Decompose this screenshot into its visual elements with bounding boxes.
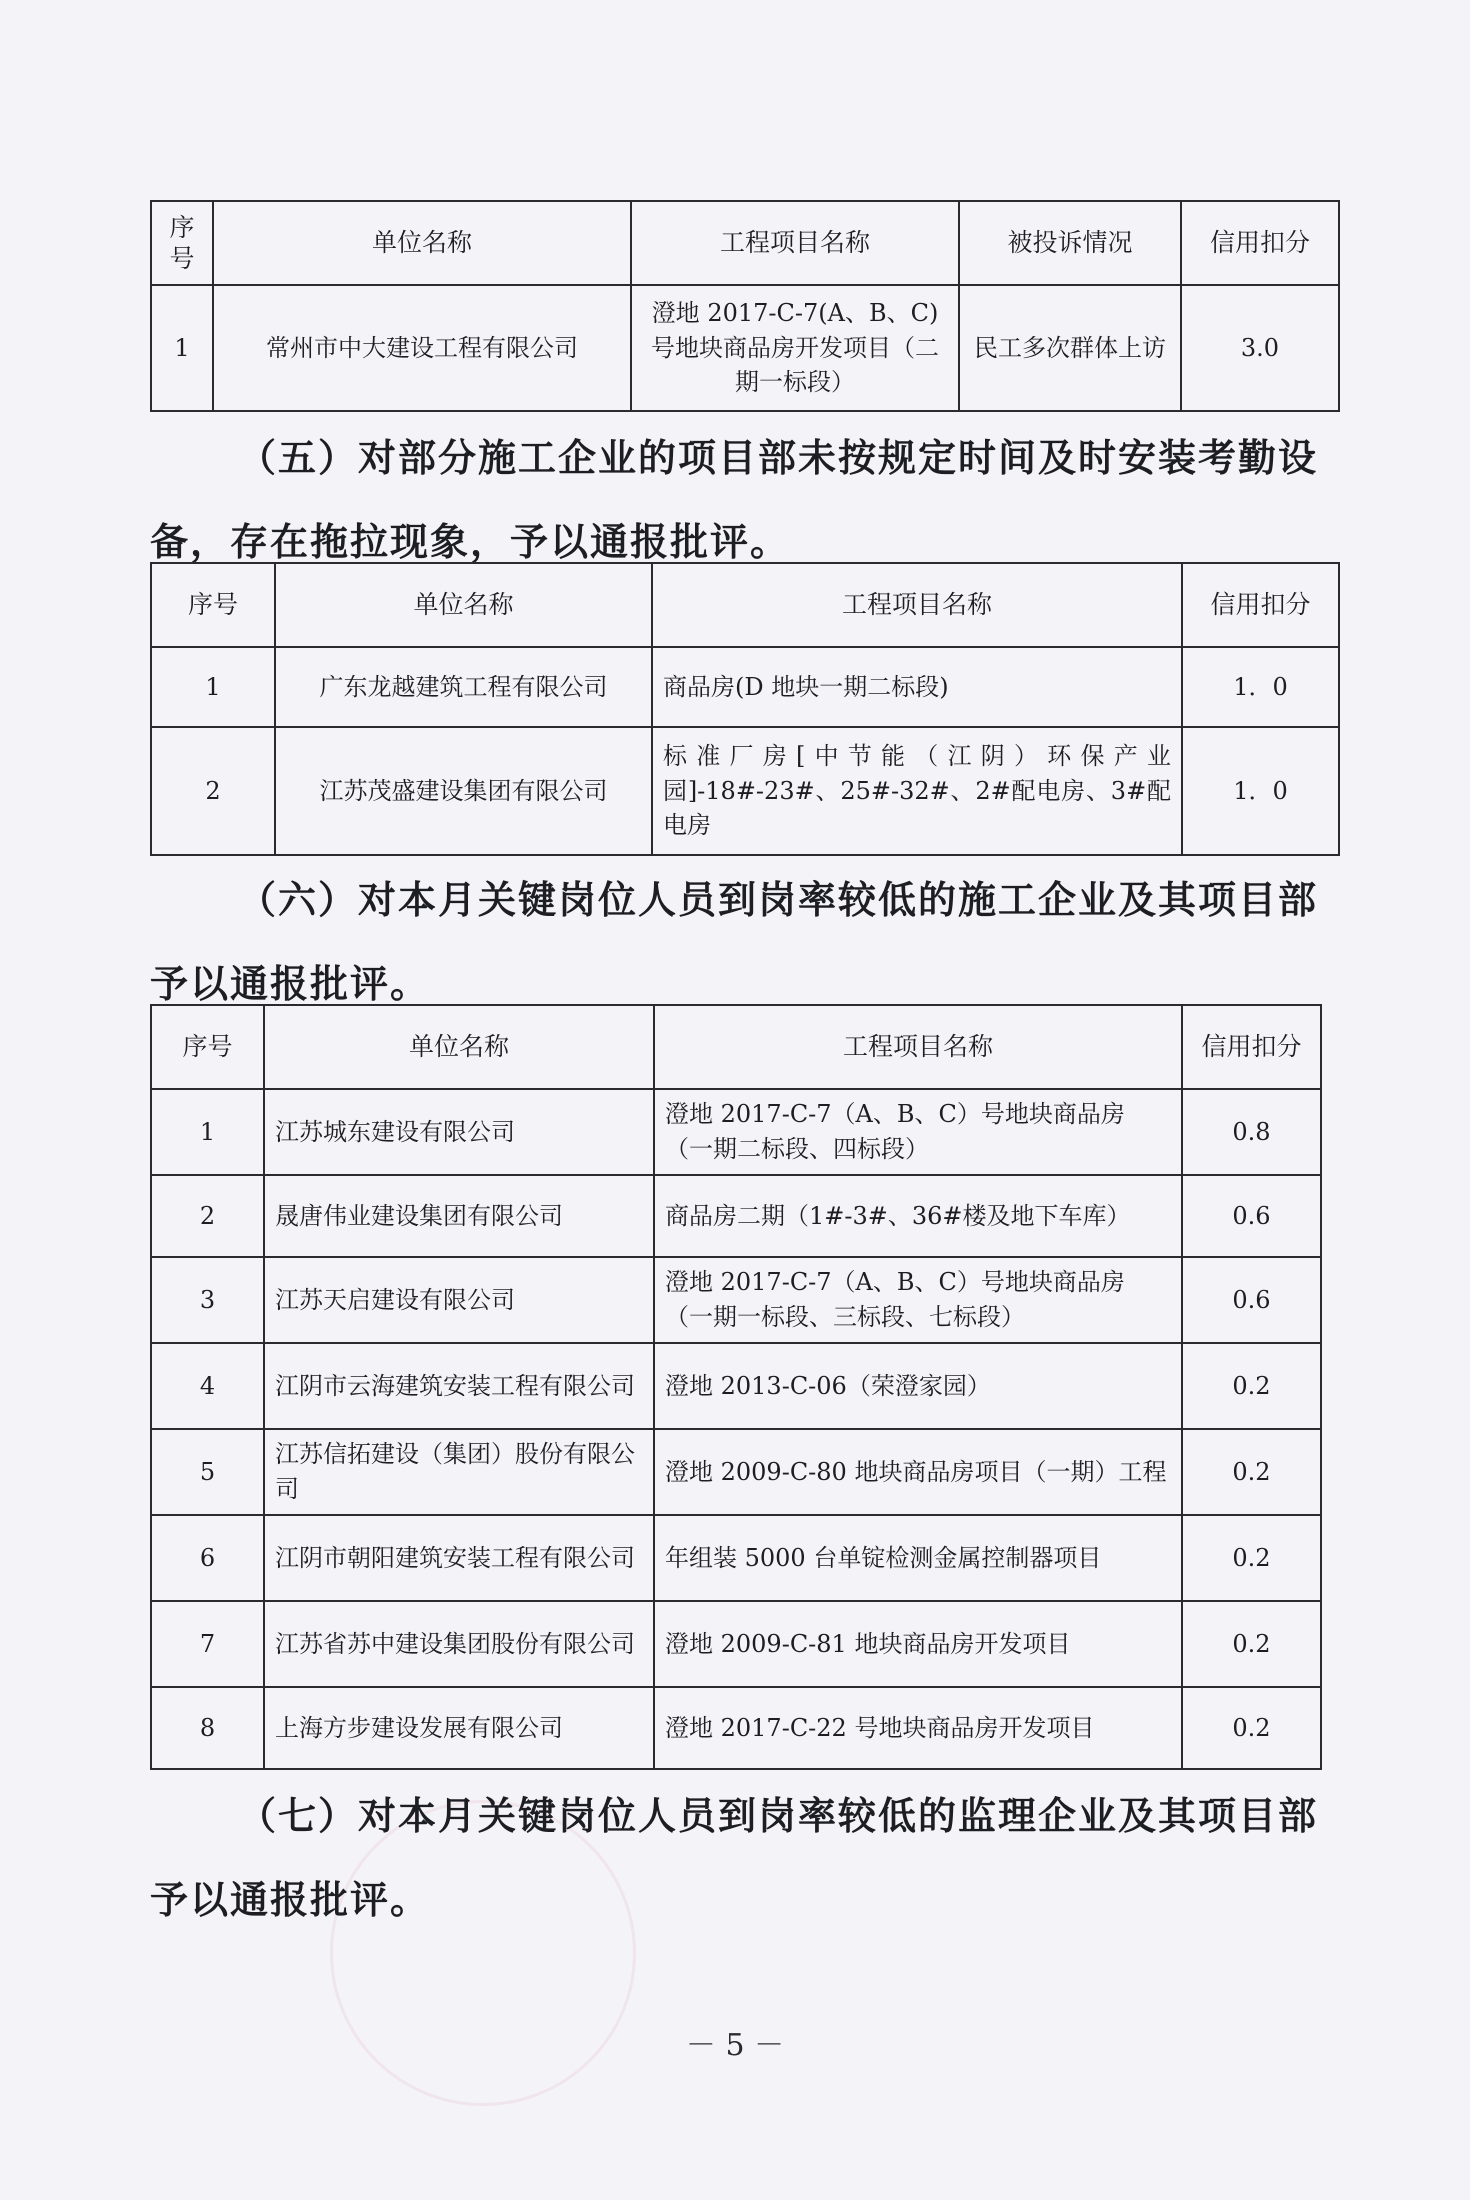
cell-deduction: 1．0 [1182,727,1339,855]
cell-deduction: 0.2 [1182,1687,1321,1769]
cell-project: 澄地 2017-C-22 号地块商品房开发项目 [654,1687,1182,1769]
col-header-deduction: 信用扣分 [1182,563,1339,647]
section-7-text: （七）对本月关键岗位人员到岗率较低的监理企业及其项目部予以通报批评。 [150,1793,1319,1922]
cell-project: 商品房二期（1#-3#、36#楼及地下车库） [654,1175,1182,1257]
table-header-row [151,563,1339,647]
cell-complaint: 民工多次群体上访 [959,285,1181,411]
cell-project: 澄地 2017-C-7(A、B、C)号地块商品房开发项目（二期一标段） [631,285,959,411]
table-row [151,1515,1321,1601]
table-row [151,1089,1321,1175]
section-5-paragraph [150,416,1330,584]
cell-no: 8 [151,1687,264,1769]
cell-company: 江苏信拓建设（集团）股份有限公司 [264,1429,654,1515]
cell-project: 澄地 2017-C-7（A、B、C）号地块商品房（一期一标段、三标段、七标段） [654,1257,1182,1343]
cell-no: 2 [151,727,275,855]
cell-no: 2 [151,1175,264,1257]
col-header-company: 单位名称 [264,1005,654,1089]
table-row [151,1257,1321,1343]
cell-project: 澄地 2009-C-81 地块商品房开发项目 [654,1601,1182,1687]
cell-deduction: 0.2 [1182,1343,1321,1429]
cell-no: 1 [151,647,275,727]
cell-project: 澄地 2009-C-80 地块商品房项目（一期）工程 [654,1429,1182,1515]
cell-project: 澄地 2013-C-06（荣澄家园） [654,1343,1182,1429]
cell-deduction: 0.2 [1182,1429,1321,1515]
col-header-project: 工程项目名称 [652,563,1182,647]
attendance-device-table [150,562,1340,856]
cell-project: 澄地 2017-C-7（A、B、C）号地块商品房（一期二标段、四标段） [654,1089,1182,1175]
cell-deduction: 0.2 [1182,1515,1321,1601]
cell-project: 商品房(D 地块一期二标段) [652,647,1182,727]
cell-company: 江阴市朝阳建筑安装工程有限公司 [264,1515,654,1601]
cell-deduction: 0.6 [1182,1175,1321,1257]
col-header-project: 工程项目名称 [654,1005,1182,1089]
cell-company: 江苏茂盛建设集团有限公司 [275,727,652,855]
cell-deduction: 0.6 [1182,1257,1321,1343]
cell-no: 1 [151,285,213,411]
table-row [151,1601,1321,1687]
col-header-no: 序号 [151,201,213,285]
cell-no: 7 [151,1601,264,1687]
table-row [151,647,1339,727]
complaint-table [150,200,1340,412]
table-header-row [151,1005,1321,1089]
cell-company: 江苏城东建设有限公司 [264,1089,654,1175]
cell-no: 4 [151,1343,264,1429]
table-row [151,1687,1321,1769]
table-header-row [151,201,1339,285]
cell-no: 6 [151,1515,264,1601]
table-row [151,285,1339,411]
cell-company: 广东龙越建筑工程有限公司 [275,647,652,727]
cell-no: 3 [151,1257,264,1343]
cell-deduction: 0.8 [1182,1089,1321,1175]
cell-no: 5 [151,1429,264,1515]
section-6-paragraph [150,858,1330,1026]
col-header-company: 单位名称 [275,563,652,647]
col-header-deduction: 信用扣分 [1181,201,1339,285]
section-7-paragraph [150,1774,1330,1942]
col-header-project: 工程项目名称 [631,201,959,285]
cell-no: 1 [151,1089,264,1175]
cell-project: 标准厂房[中节能（江阴）环保产业园]-18#-23#、25#-32#、2#配电房、3#配电房 [652,727,1182,855]
cell-company: 常州市中大建设工程有限公司 [213,285,631,411]
section-6-text: （六）对本月关键岗位人员到岗率较低的施工企业及其项目部予以通报批评。 [150,877,1319,1006]
col-header-company: 单位名称 [213,201,631,285]
table-row [151,727,1339,855]
table-row [151,1343,1321,1429]
section-5-text: （五）对部分施工企业的项目部未按规定时间及时安装考勤设备，存在拖拉现象，予以通报批评。 [150,435,1319,564]
cell-project: 年组装 5000 台单锭检测金属控制器项目 [654,1515,1182,1601]
key-personnel-contractor-table [150,1004,1322,1770]
cell-company: 上海方步建设发展有限公司 [264,1687,654,1769]
table-row [151,1175,1321,1257]
cell-company: 江阴市云海建筑安装工程有限公司 [264,1343,654,1429]
cell-company: 江苏省苏中建设集团股份有限公司 [264,1601,654,1687]
col-header-no: 序号 [151,1005,264,1089]
cell-deduction: 0.2 [1182,1601,1321,1687]
col-header-deduction: 信用扣分 [1182,1005,1321,1089]
col-header-complaint: 被投诉情况 [959,201,1181,285]
cell-company: 江苏天启建设有限公司 [264,1257,654,1343]
cell-deduction: 1．0 [1182,647,1339,727]
cell-company: 晟唐伟业建设集团有限公司 [264,1175,654,1257]
col-header-no: 序号 [151,563,275,647]
page-number: － 5 － [685,2028,785,2063]
table-row [151,1429,1321,1515]
cell-deduction: 3.0 [1181,285,1339,411]
